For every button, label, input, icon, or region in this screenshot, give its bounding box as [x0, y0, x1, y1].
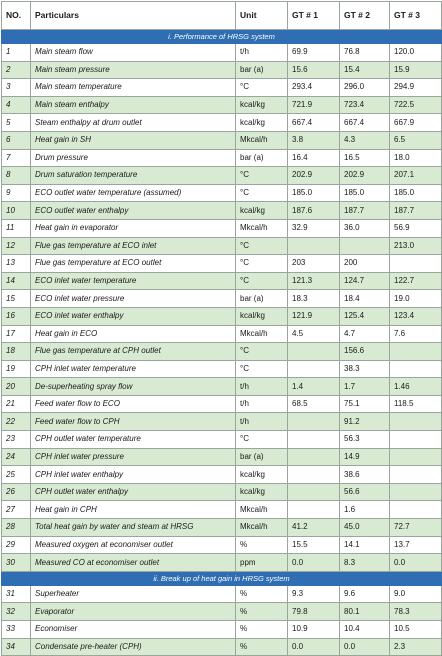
- unit-cell: kcal/kg: [236, 307, 288, 325]
- gt3-value-cell: 187.7: [390, 202, 442, 220]
- section-header-row: [2, 30, 442, 44]
- particulars-cell: ECO outlet water temperature (assumed): [31, 184, 236, 202]
- gt3-value-cell: 72.7: [390, 519, 442, 537]
- table-row: [2, 483, 442, 501]
- gt1-value-cell: [288, 343, 340, 361]
- particulars-cell: Economiser: [31, 621, 236, 639]
- gt3-value-cell: [390, 255, 442, 273]
- gt1-value-cell: 15.6: [288, 61, 340, 79]
- particulars-cell: Heat gain in ECO: [31, 325, 236, 343]
- table-row: [2, 638, 442, 656]
- unit-cell: bar (a): [236, 290, 288, 308]
- row-number-cell: 29: [2, 536, 31, 554]
- table-row: [2, 585, 442, 603]
- table-row: [2, 536, 442, 554]
- gt1-value-cell: 203: [288, 255, 340, 273]
- particulars-cell: ECO inlet water pressure: [31, 290, 236, 308]
- unit-cell: °C: [236, 184, 288, 202]
- gt1-value-cell: 9.3: [288, 585, 340, 603]
- particulars-cell: Superheater: [31, 585, 236, 603]
- row-number-cell: 16: [2, 307, 31, 325]
- particulars-cell: Heat gain in CPH: [31, 501, 236, 519]
- particulars-cell: Total heat gain by water and steam at HRSG: [31, 519, 236, 537]
- table-row: [2, 61, 442, 79]
- gt2-value-cell: [340, 237, 390, 255]
- gt1-value-cell: [288, 501, 340, 519]
- table-row: [2, 237, 442, 255]
- particulars-cell: ECO outlet water enthalpy: [31, 202, 236, 220]
- gt3-value-cell: 18.0: [390, 149, 442, 167]
- row-number-cell: 19: [2, 360, 31, 378]
- table-body: [2, 30, 442, 656]
- gt3-value-cell: 185.0: [390, 184, 442, 202]
- gt3-value-cell: [390, 483, 442, 501]
- table-row: [2, 554, 442, 572]
- gt1-value-cell: 202.9: [288, 167, 340, 185]
- gt2-value-cell: 4.3: [340, 131, 390, 149]
- gt3-value-cell: 722.5: [390, 96, 442, 114]
- gt1-value-cell: 721.9: [288, 96, 340, 114]
- particulars-cell: Flue gas temperature at ECO outlet: [31, 255, 236, 273]
- particulars-cell: Feed water flow to CPH: [31, 413, 236, 431]
- gt1-value-cell: [288, 466, 340, 484]
- particulars-cell: Main steam temperature: [31, 79, 236, 97]
- gt2-value-cell: 0.0: [340, 638, 390, 656]
- unit-cell: t/h: [236, 395, 288, 413]
- unit-cell: °C: [236, 255, 288, 273]
- gt2-value-cell: 125.4: [340, 307, 390, 325]
- row-number-cell: 22: [2, 413, 31, 431]
- gt2-value-cell: 8.3: [340, 554, 390, 572]
- table-row: [2, 325, 442, 343]
- gt2-value-cell: 56.6: [340, 483, 390, 501]
- gt1-value-cell: 4.5: [288, 325, 340, 343]
- row-number-cell: 5: [2, 114, 31, 132]
- unit-cell: Mkcal/h: [236, 325, 288, 343]
- unit-cell: t/h: [236, 44, 288, 62]
- table-row: [2, 44, 442, 62]
- table-row: [2, 360, 442, 378]
- particulars-cell: Measured oxygen at economiser outlet: [31, 536, 236, 554]
- header-gt3: GT # 3: [390, 2, 442, 30]
- particulars-cell: CPH inlet water pressure: [31, 448, 236, 466]
- table-row: [2, 202, 442, 220]
- unit-cell: bar (a): [236, 448, 288, 466]
- gt3-value-cell: 120.0: [390, 44, 442, 62]
- gt3-value-cell: 7.6: [390, 325, 442, 343]
- gt1-value-cell: [288, 483, 340, 501]
- gt3-value-cell: 213.0: [390, 237, 442, 255]
- particulars-cell: CPH outlet water temperature: [31, 431, 236, 449]
- gt1-value-cell: 69.9: [288, 44, 340, 62]
- gt2-value-cell: 667.4: [340, 114, 390, 132]
- gt3-value-cell: 0.0: [390, 554, 442, 572]
- gt1-value-cell: 0.0: [288, 638, 340, 656]
- table-row: [2, 395, 442, 413]
- row-number-cell: 15: [2, 290, 31, 308]
- particulars-cell: Heat gain in evaporator: [31, 219, 236, 237]
- gt1-value-cell: 667.4: [288, 114, 340, 132]
- row-number-cell: 11: [2, 219, 31, 237]
- gt3-value-cell: 1.46: [390, 378, 442, 396]
- gt1-value-cell: 1.4: [288, 378, 340, 396]
- table-row: [2, 413, 442, 431]
- gt3-value-cell: [390, 501, 442, 519]
- row-number-cell: 6: [2, 131, 31, 149]
- gt3-value-cell: 118.5: [390, 395, 442, 413]
- table-row: [2, 290, 442, 308]
- gt2-value-cell: 200: [340, 255, 390, 273]
- table-row: [2, 79, 442, 97]
- gt2-value-cell: 14.1: [340, 536, 390, 554]
- gt1-value-cell: 3.8: [288, 131, 340, 149]
- row-number-cell: 21: [2, 395, 31, 413]
- gt1-value-cell: [288, 360, 340, 378]
- particulars-cell: Evaporator: [31, 603, 236, 621]
- unit-cell: %: [236, 638, 288, 656]
- table-row: [2, 448, 442, 466]
- table-row: [2, 621, 442, 639]
- gt2-value-cell: 10.4: [340, 621, 390, 639]
- row-number-cell: 23: [2, 431, 31, 449]
- gt3-value-cell: 13.7: [390, 536, 442, 554]
- gt2-value-cell: 187.7: [340, 202, 390, 220]
- gt3-value-cell: 123.4: [390, 307, 442, 325]
- table-row: [2, 343, 442, 361]
- table-row: [2, 167, 442, 185]
- row-number-cell: 20: [2, 378, 31, 396]
- gt2-value-cell: 56.3: [340, 431, 390, 449]
- row-number-cell: 33: [2, 621, 31, 639]
- particulars-cell: Flue gas temperature at CPH outlet: [31, 343, 236, 361]
- row-number-cell: 9: [2, 184, 31, 202]
- unit-cell: t/h: [236, 378, 288, 396]
- row-number-cell: 17: [2, 325, 31, 343]
- particulars-cell: ECO inlet water temperature: [31, 272, 236, 290]
- gt1-value-cell: 187.6: [288, 202, 340, 220]
- table-row: [2, 519, 442, 537]
- gt2-value-cell: 4.7: [340, 325, 390, 343]
- gt3-value-cell: [390, 413, 442, 431]
- unit-cell: Mkcal/h: [236, 519, 288, 537]
- unit-cell: t/h: [236, 413, 288, 431]
- unit-cell: Mkcal/h: [236, 501, 288, 519]
- section-title: ii. Break up of heat gain in HRSG system: [2, 571, 442, 585]
- row-number-cell: 1: [2, 44, 31, 62]
- gt1-value-cell: 121.9: [288, 307, 340, 325]
- gt3-value-cell: 56.9: [390, 219, 442, 237]
- gt1-value-cell: 121.3: [288, 272, 340, 290]
- row-number-cell: 18: [2, 343, 31, 361]
- particulars-cell: Condensate pre-heater (CPH): [31, 638, 236, 656]
- gt2-value-cell: 16.5: [340, 149, 390, 167]
- row-number-cell: 3: [2, 79, 31, 97]
- table-row: [2, 466, 442, 484]
- gt2-value-cell: 36.0: [340, 219, 390, 237]
- row-number-cell: 12: [2, 237, 31, 255]
- particulars-cell: Feed water flow to ECO: [31, 395, 236, 413]
- gt2-value-cell: 15.4: [340, 61, 390, 79]
- row-number-cell: 28: [2, 519, 31, 537]
- table-row: [2, 184, 442, 202]
- hrsg-performance-table: [1, 1, 442, 656]
- header-unit: Unit: [236, 2, 288, 30]
- gt2-value-cell: 38.6: [340, 466, 390, 484]
- gt2-value-cell: 185.0: [340, 184, 390, 202]
- table-row: [2, 255, 442, 273]
- particulars-cell: Measured CO at economiser outlet: [31, 554, 236, 572]
- gt3-value-cell: 15.9: [390, 61, 442, 79]
- gt3-value-cell: 10.5: [390, 621, 442, 639]
- gt1-value-cell: [288, 448, 340, 466]
- particulars-cell: Drum saturation temperature: [31, 167, 236, 185]
- particulars-cell: Drum pressure: [31, 149, 236, 167]
- unit-cell: °C: [236, 343, 288, 361]
- gt3-value-cell: [390, 466, 442, 484]
- gt1-value-cell: 79.8: [288, 603, 340, 621]
- unit-cell: °C: [236, 360, 288, 378]
- gt1-value-cell: 68.5: [288, 395, 340, 413]
- row-number-cell: 24: [2, 448, 31, 466]
- gt3-value-cell: 667.9: [390, 114, 442, 132]
- unit-cell: Mkcal/h: [236, 131, 288, 149]
- unit-cell: kcal/kg: [236, 96, 288, 114]
- particulars-cell: De-superheating spray flow: [31, 378, 236, 396]
- row-number-cell: 30: [2, 554, 31, 572]
- gt3-value-cell: 207.1: [390, 167, 442, 185]
- gt2-value-cell: 18.4: [340, 290, 390, 308]
- gt2-value-cell: 91.2: [340, 413, 390, 431]
- unit-cell: °C: [236, 79, 288, 97]
- unit-cell: °C: [236, 431, 288, 449]
- gt2-value-cell: 296.0: [340, 79, 390, 97]
- row-number-cell: 14: [2, 272, 31, 290]
- row-number-cell: 31: [2, 585, 31, 603]
- gt3-value-cell: 6.5: [390, 131, 442, 149]
- table-row: [2, 131, 442, 149]
- particulars-cell: Steam enthalpy at drum outlet: [31, 114, 236, 132]
- gt2-value-cell: 38.3: [340, 360, 390, 378]
- row-number-cell: 8: [2, 167, 31, 185]
- header-no: NO.: [2, 2, 31, 30]
- gt3-value-cell: [390, 343, 442, 361]
- unit-cell: %: [236, 585, 288, 603]
- table-row: [2, 603, 442, 621]
- gt3-value-cell: 78.3: [390, 603, 442, 621]
- unit-cell: %: [236, 536, 288, 554]
- unit-cell: kcal/kg: [236, 114, 288, 132]
- gt2-value-cell: 14.9: [340, 448, 390, 466]
- gt1-value-cell: 15.5: [288, 536, 340, 554]
- gt2-value-cell: 45.0: [340, 519, 390, 537]
- gt3-value-cell: [390, 360, 442, 378]
- unit-cell: bar (a): [236, 61, 288, 79]
- table-row: [2, 307, 442, 325]
- gt2-value-cell: 156.6: [340, 343, 390, 361]
- unit-cell: °C: [236, 167, 288, 185]
- particulars-cell: Main steam enthalpy: [31, 96, 236, 114]
- row-number-cell: 26: [2, 483, 31, 501]
- row-number-cell: 27: [2, 501, 31, 519]
- table-row: [2, 219, 442, 237]
- unit-cell: kcal/kg: [236, 466, 288, 484]
- gt3-value-cell: 294.9: [390, 79, 442, 97]
- row-number-cell: 4: [2, 96, 31, 114]
- gt1-value-cell: 18.3: [288, 290, 340, 308]
- unit-cell: %: [236, 603, 288, 621]
- particulars-cell: CPH outlet water enthalpy: [31, 483, 236, 501]
- particulars-cell: CPH inlet water enthalpy: [31, 466, 236, 484]
- gt2-value-cell: 723.4: [340, 96, 390, 114]
- gt2-value-cell: 202.9: [340, 167, 390, 185]
- table-row: [2, 114, 442, 132]
- unit-cell: bar (a): [236, 149, 288, 167]
- header-gt1: GT # 1: [288, 2, 340, 30]
- header-particulars: Particulars: [31, 2, 236, 30]
- table-row: [2, 501, 442, 519]
- gt3-value-cell: [390, 431, 442, 449]
- particulars-cell: Flue gas temperature at ECO inlet: [31, 237, 236, 255]
- row-number-cell: 10: [2, 202, 31, 220]
- gt2-value-cell: 76.8: [340, 44, 390, 62]
- table-row: [2, 431, 442, 449]
- gt3-value-cell: 19.0: [390, 290, 442, 308]
- gt1-value-cell: 0.0: [288, 554, 340, 572]
- gt3-value-cell: 122.7: [390, 272, 442, 290]
- unit-cell: ppm: [236, 554, 288, 572]
- table-header-row: [2, 2, 442, 30]
- gt2-value-cell: 124.7: [340, 272, 390, 290]
- unit-cell: °C: [236, 272, 288, 290]
- row-number-cell: 7: [2, 149, 31, 167]
- gt1-value-cell: 32.9: [288, 219, 340, 237]
- particulars-cell: ECO inlet water enthalpy: [31, 307, 236, 325]
- particulars-cell: CPH inlet water temperature: [31, 360, 236, 378]
- row-number-cell: 32: [2, 603, 31, 621]
- gt3-value-cell: 9.0: [390, 585, 442, 603]
- gt2-value-cell: 1.7: [340, 378, 390, 396]
- particulars-cell: Main steam pressure: [31, 61, 236, 79]
- table-row: [2, 378, 442, 396]
- gt3-value-cell: [390, 448, 442, 466]
- unit-cell: kcal/kg: [236, 483, 288, 501]
- unit-cell: °C: [236, 237, 288, 255]
- gt1-value-cell: 16.4: [288, 149, 340, 167]
- table-row: [2, 272, 442, 290]
- row-number-cell: 25: [2, 466, 31, 484]
- section-header-row: [2, 571, 442, 585]
- gt1-value-cell: [288, 237, 340, 255]
- table-row: [2, 96, 442, 114]
- gt1-value-cell: [288, 431, 340, 449]
- gt1-value-cell: 10.9: [288, 621, 340, 639]
- gt2-value-cell: 1.6: [340, 501, 390, 519]
- gt1-value-cell: [288, 413, 340, 431]
- unit-cell: Mkcal/h: [236, 219, 288, 237]
- unit-cell: %: [236, 621, 288, 639]
- gt3-value-cell: 2.3: [390, 638, 442, 656]
- row-number-cell: 34: [2, 638, 31, 656]
- row-number-cell: 2: [2, 61, 31, 79]
- gt1-value-cell: 185.0: [288, 184, 340, 202]
- gt1-value-cell: 41.2: [288, 519, 340, 537]
- table-row: [2, 149, 442, 167]
- header-gt2: GT # 2: [340, 2, 390, 30]
- section-title: i. Performance of HRSG system: [2, 30, 442, 44]
- gt2-value-cell: 9.6: [340, 585, 390, 603]
- gt2-value-cell: 75.1: [340, 395, 390, 413]
- gt1-value-cell: 293.4: [288, 79, 340, 97]
- particulars-cell: Heat gain in SH: [31, 131, 236, 149]
- gt2-value-cell: 80.1: [340, 603, 390, 621]
- particulars-cell: Main steam flow: [31, 44, 236, 62]
- unit-cell: kcal/kg: [236, 202, 288, 220]
- row-number-cell: 13: [2, 255, 31, 273]
- hrsg-performance-table-container: [1, 1, 441, 656]
